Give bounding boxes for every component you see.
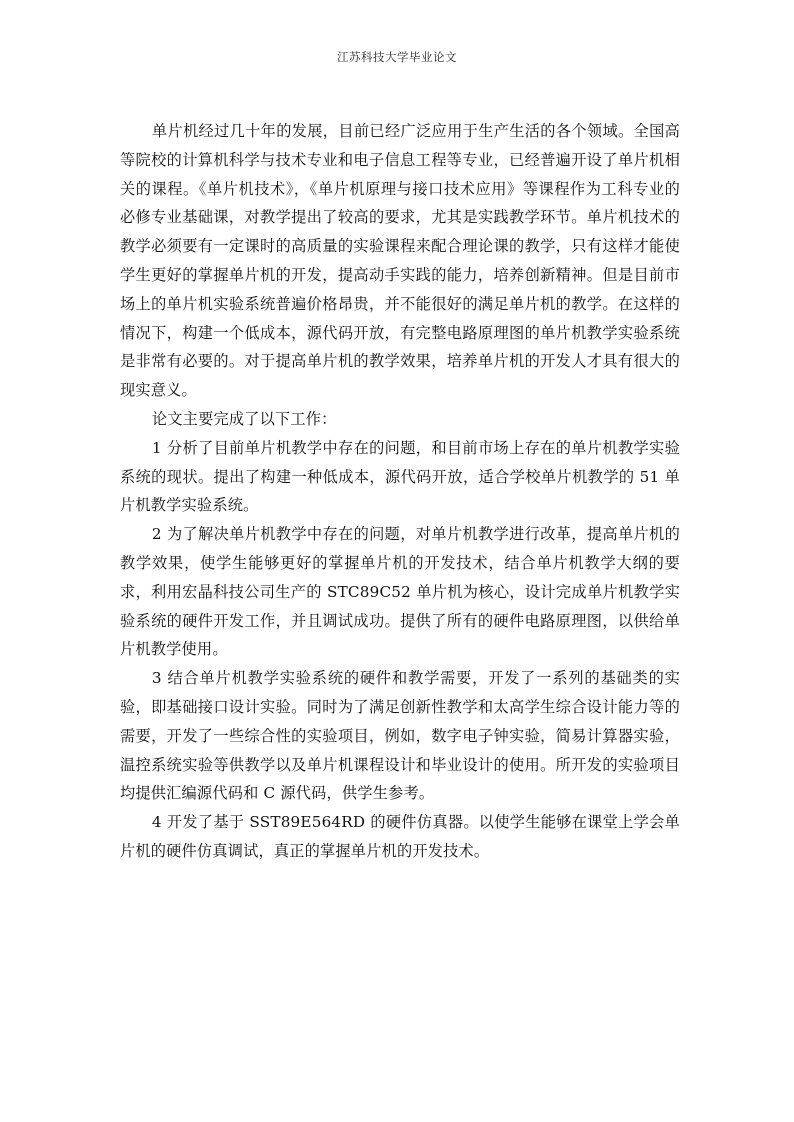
paragraph-item-3: 3 结合单片机教学实验系统的硬件和教学需要，开发了一系列的基础类的实验，即基础接口设计实验。同时为了满足创新性教学和太高学生综合设计能力等的需要，开发了一些综合性的实验项目，例如，数字电子钟实验，简易计算器实验，温控系统实验等供教学以及单片机课程设计和毕业设计的使用。所开发的实验项目均提供汇编源代码和 C 源代码，供学生参考。 xyxy=(120,669,680,803)
running-header: 江苏科技大学毕业论文 xyxy=(337,50,457,64)
paragraph-work-summary: 论文主要完成了以下工作： xyxy=(151,409,337,428)
body-text xyxy=(120,117,680,866)
paragraph-item-2: 2 为了解决单片机教学中存在的问题，对单片机教学进行改革，提高单片机的教学效果，使学生能够更好的掌握单片机的开发技术，结合单片机教学大纲的要求，利用宏晶科技公司生产的 STC89C52 单片机为核心，设计完成单片机教学实验系统的硬件开发工作，并且调试成功。提供了所有的硬件电路原理图，以供给单片机教学使用。 xyxy=(120,525,680,659)
paragraph-item-4: 4 开发了基于 SST89E564RD 的硬件仿真器。以使学生能够在课堂上学会单片机的硬件仿真调试，真正的掌握单片机的开发技术。 xyxy=(120,813,680,860)
paragraph-item-1: 1 分析了目前单片机教学中存在的问题，和目前市场上存在的单片机教学实验系统的现状。提出了构建一种低成本，源代码开放，适合学校单片机教学的 51 单片机教学实验系统。 xyxy=(120,438,680,515)
paragraph-intro: 单片机经过几十年的发展，目前已经广泛应用于生产生活的各个领域。全国高等院校的计算机科学与技术专业和电子信息工程等专业，已经普遍开设了单片机相关的课程。《单片机技术》，《单片机原理与接口技术应用》等课程作为工科专业的必修专业基础课，对教学提出了较高的要求，尤其是实践教学环节。单片机技术的教学必须要有一定课时的高质量的实验课程来配合理论课的教学，只有这样才能使学生更好的掌握单片机的开发，提高动手实践的能力，培养创新精神。但是目前市场上的单片机实验系统普遍价格昂贵，并不能很好的满足单片机的教学。在这样的情况下，构建一个低成本，源代码开放，有完整电路原理图的单片机教学实验系统是非常有必要的。对于提高单片机的教学效果，培养单片机的开发人才具有很大的现实意义。 xyxy=(120,122,680,400)
